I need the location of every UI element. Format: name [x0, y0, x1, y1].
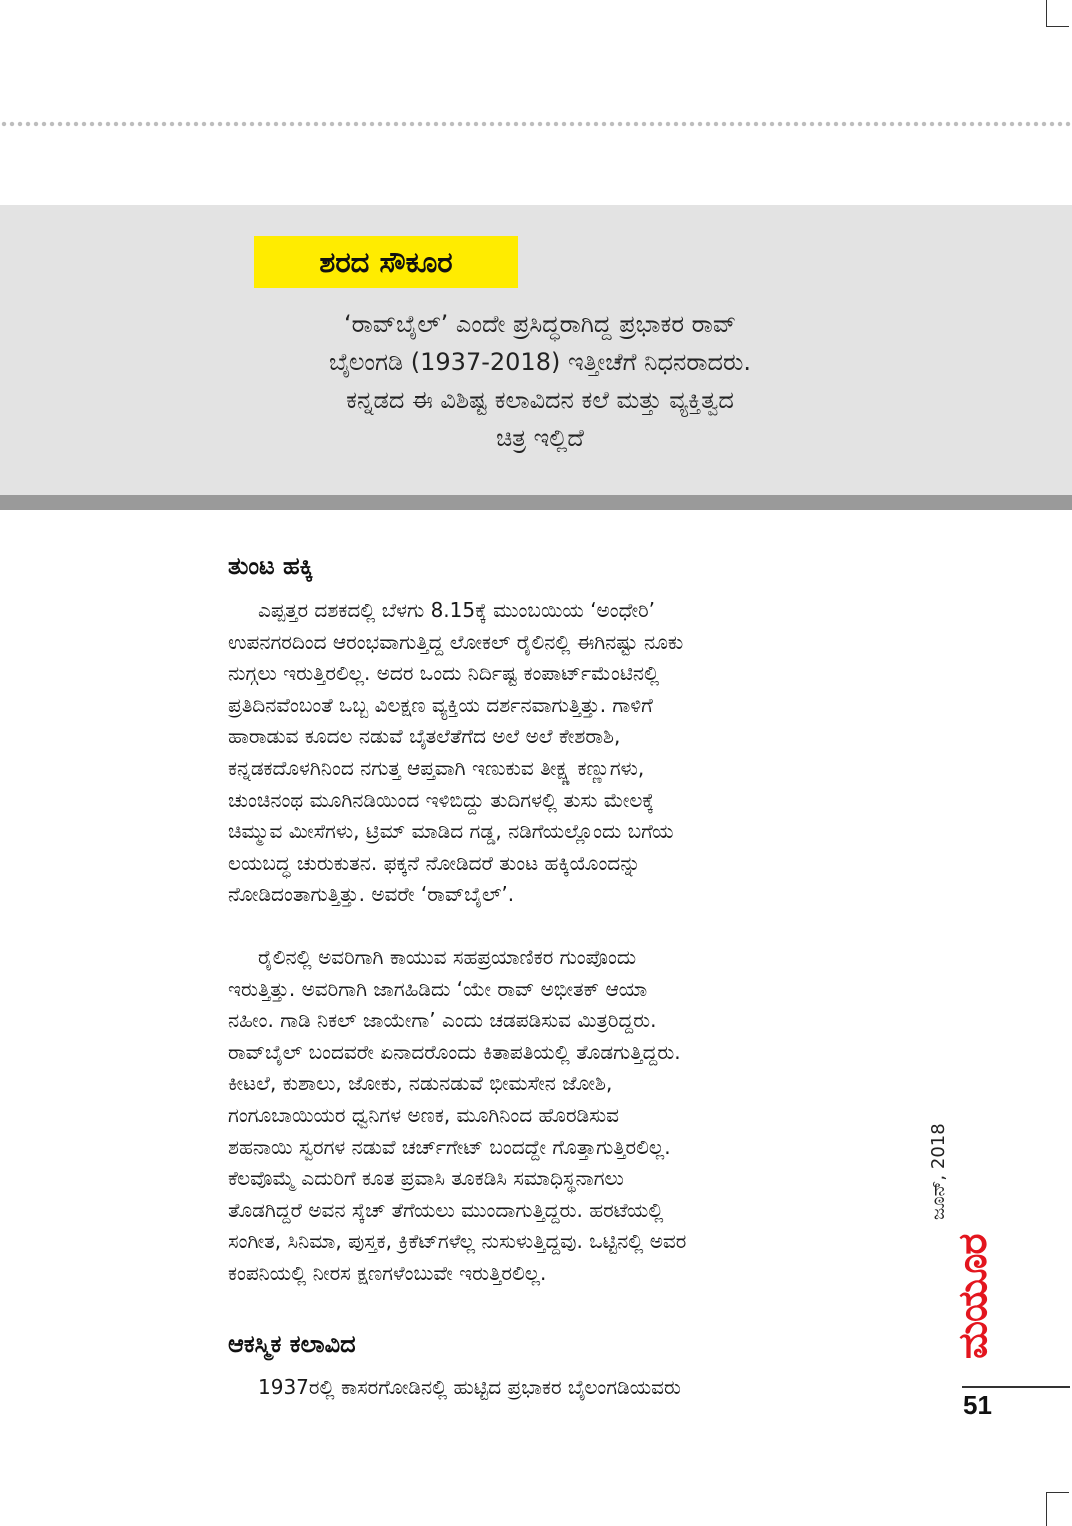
- text-line: ಚುಂಚಿನಂಥ ಮೂಗಿನಡಿಯಿಂದ ಇಳಿಬಿದ್ದು ತುದಿಗಳಲ್ಲಿ ತುಸು ಮೇಲಕ್ಕೆ: [228, 787, 655, 812]
- text-line: ಎಪ್ಪತ್ತರ ದಶಕದಲ್ಲಿ ಬೆಳಗು 8.15ಕ್ಕೆ ಮುಂಬಯಿಯ ‘ಅಂಧೇರಿ’: [258, 598, 655, 622]
- text-line: ಇರುತ್ತಿತ್ತು. ಅವರಿಗಾಗಿ ಜಾಗಹಿಡಿದು ‘ಯೇ ರಾವ್ ಅಭೀತಕ್ ಆಯಾ: [228, 976, 648, 1001]
- summary-line: ಬೈಲಂಗಡಿ (1937-2018) ಇತ್ತೀಚೆಗೆ ನಿಧನರಾದರು.: [329, 348, 751, 376]
- crop-mark-bottom-right: [1046, 1492, 1069, 1526]
- article-summary: [240, 305, 840, 457]
- text-line: ಸಂಗೀತ, ಸಿನಿಮಾ, ಪುಸ್ತಕ, ಕ್ರಿಕೆಟ್‌ಗಳೆಲ್ಲ ನುಸುಳುತ್ತಿದ್ದವು. ಒಟ್ಟಿನಲ್ಲಿ ಅವರ: [228, 1229, 687, 1254]
- summary-line: ಕನ್ನಡದ ಈ ವಿಶಿಷ್ಟ ಕಲಾವಿದನ ಕಲೆ ಮತ್ತು ವ್ಯಕ್ತಿತ್ವದ: [346, 386, 734, 414]
- text-line: ನೋಡಿದಂತಾಗುತ್ತಿತ್ತು. ಅವರೇ ‘ರಾವ್‌ಬೈಲ್’.: [228, 882, 515, 907]
- author-name: ಶರದ ಸೌಕೂರ: [254, 236, 518, 288]
- text-line: ಶಹನಾಯಿ ಸ್ವರಗಳ ನಡುವೆ ಚರ್ಚ್‌ಗೇಟ್ ಬಂದದ್ದೇ ಗೊತ್ತಾಗುತ್ತಿರಲಿಲ್ಲ.: [228, 1134, 671, 1159]
- issue-date: ಜೂನ್, 2018: [927, 1123, 949, 1220]
- text-line: ತೊಡಗಿದ್ದರೆ ಅವನ ಸ್ಕೆಚ್ ತೆಗೆಯಲು ಮುಂದಾಗುತ್ತಿದ್ದರು. ಹರಟೆಯಲ್ಲಿ: [228, 1197, 664, 1222]
- crop-mark-top-right: [1046, 0, 1069, 27]
- body-paragraph-1: [228, 595, 868, 911]
- banner-bottom-rule: [0, 495, 1072, 510]
- text-line: ಚಿಮ್ಮುವ ಮೀಸೆಗಳು, ಟ್ರಿಮ್ ಮಾಡಿದ ಗಡ್ಡ, ನಡಿಗೆಯಲ್ಲೊಂದು ಬಗೆಯ: [228, 819, 674, 844]
- summary-line: ಚಿತ್ರ ಇಲ್ಲಿದೆ: [496, 424, 584, 452]
- dotted-divider: [0, 120, 1072, 128]
- text-line: ಕಂಪನಿಯಲ್ಲಿ ನೀರಸ ಕ್ಷಣಗಳೆಂಬುವೇ ಇರುತ್ತಿರಲಿಲ್ಲ.: [228, 1260, 547, 1285]
- text-line: ಕೆಲವೊಮ್ಮೆ ಎದುರಿಗೆ ಕೂತ ಪ್ರವಾಸಿ ತೂಕಡಿಸಿ ಸಮಾಧಿಸ್ಥನಾಗಲು: [228, 1166, 624, 1191]
- body-paragraph-2: [228, 942, 868, 1290]
- page-number: 51: [963, 1390, 992, 1420]
- text-line: ಪ್ರತಿದಿನವೆಂಬಂತೆ ಒಬ್ಬ ವಿಲಕ್ಷಣ ವ್ಯಕ್ತಿಯ ದರ್ಶನವಾಗುತ್ತಿತ್ತು. ಗಾಳಿಗೆ: [228, 692, 653, 717]
- page-number-rule: [962, 1386, 1070, 1388]
- text-line: 1937ರಲ್ಲಿ ಕಾಸರಗೋಡಿನಲ್ಲಿ ಹುಟ್ಟಿದ ಪ್ರಭಾಕರ ಬೈಲಂಗಡಿಯವರು: [258, 1375, 681, 1399]
- summary-line: ‘ರಾವ್‌ಬೈಲ್’ ಎಂದೇ ಪ್ರಸಿದ್ಧರಾಗಿದ್ದ ಪ್ರಭಾಕರ ರಾವ್: [343, 310, 737, 338]
- text-line: ನುಗ್ಗಲು ಇರುತ್ತಿರಲಿಲ್ಲ. ಅದರ ಒಂದು ನಿರ್ದಿಷ್ಟ ಕಂಪಾರ್ಟ್‌ಮೆಂಟಿನಲ್ಲಿ: [228, 661, 660, 686]
- body-paragraph-3: [228, 1372, 868, 1404]
- text-line: ಕೀಟಲೆ, ಕುಶಾಲು, ಜೋಕು, ನಡುನಡುವೆ ಭೀಮಸೇನ ಜೋಶಿ,: [228, 1071, 613, 1096]
- section-heading-akasmika-kalavida: ಆಕಸ್ಮಿಕ ಕಲಾವಿದ: [228, 1330, 356, 1358]
- text-line: ರಾವ್‌ಬೈಲ್ ಬಂದವರೇ ಏನಾದರೊಂದು ಕಿತಾಪತಿಯಲ್ಲಿ ತೊಡಗುತ್ತಿದ್ದರು.: [228, 1039, 681, 1064]
- text-line: ಹಾರಾಡುವ ಕೂದಲ ನಡುವೆ ಬೈತಲೆತೆಗೆದ ಅಲೆ ಅಲೆ ಕೇಶರಾಶಿ,: [228, 724, 621, 749]
- text-line: ಉಪನಗರದಿಂದ ಆರಂಭವಾಗುತ್ತಿದ್ದ ಲೋಕಲ್ ರೈಲಿನಲ್ಲಿ ಈಗಿನಷ್ಟು ನೂಕು: [228, 629, 684, 654]
- text-line: ಗಂಗೂಬಾಯಿಯರ ಧ್ವನಿಗಳ ಅಣಕ, ಮೂಗಿನಿಂದ ಹೊರಡಿಸುವ: [228, 1102, 619, 1127]
- text-line: ಲಯಬದ್ಧ ಚುರುಕುತನ. ಫಕ್ಕನೆ ನೋಡಿದರೆ ತುಂಟ ಹಕ್ಕಿಯೊಂದನ್ನು: [228, 850, 641, 875]
- magazine-logo: ಮಯೂರ: [950, 1234, 996, 1359]
- text-line: ಕನ್ನಡಕದೊಳಗಿನಿಂದ ನಗುತ್ತ ಆಪ್ತವಾಗಿ ಇಣುಕುವ ತೀಕ್ಷ್ಣ ಕಣ್ಣುಗಳು,: [228, 755, 645, 780]
- section-heading-tunta-hakki: ತುಂಟ ಹಕ್ಕಿ: [228, 552, 314, 580]
- text-line: ನಹೀಂ. ಗಾಡಿ ನಿಕಲ್ ಜಾಯೇಗಾ’ ಎಂದು ಚಡಪಡಿಸುವ ಮಿತ್ರರಿದ್ದರು.: [228, 1008, 657, 1033]
- text-line: ರೈಲಿನಲ್ಲಿ ಅವರಿಗಾಗಿ ಕಾಯುವ ಸಹಪ್ರಯಾಣಿಕರ ಗುಂಪೊಂದು: [258, 945, 637, 969]
